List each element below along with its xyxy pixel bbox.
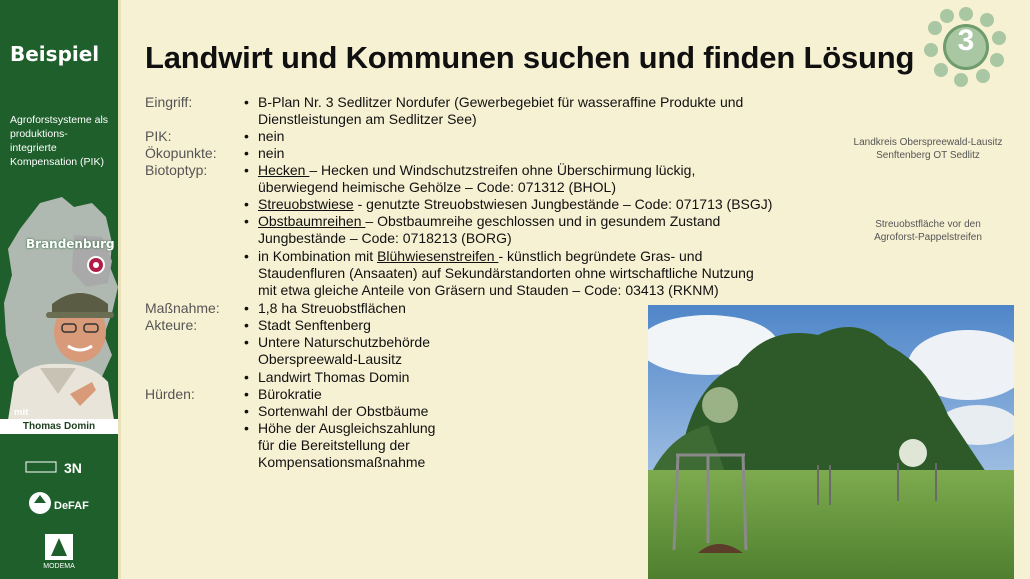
location-caption bbox=[842, 136, 1014, 162]
akteur-2: Untere Naturschutzbehörde bbox=[258, 334, 430, 350]
bullet: • bbox=[244, 334, 249, 350]
eingriff-line-2: Dienstleistungen am Sedlitzer See) bbox=[258, 111, 477, 127]
person-name: Thomas Domin bbox=[0, 419, 118, 434]
eingriff-line-1: B-Plan Nr. 3 Sedlitzer Nordufer (Gewerbegebiet für wasseraffine Produkte und bbox=[258, 94, 744, 110]
page-title: Landwirt und Kommunen suchen und finden Lösung bbox=[145, 40, 915, 75]
label-biotoptyp: Biotoptyp: bbox=[145, 162, 208, 178]
bullet: • bbox=[244, 317, 249, 333]
sidebar-mit: mit bbox=[14, 407, 29, 418]
biotop-obstbaum-line-2: Jungbestände – Code: 0718213 (BORG) bbox=[258, 230, 512, 246]
bullet: • bbox=[244, 369, 249, 385]
svg-text:3N: 3N bbox=[64, 460, 82, 476]
huerde-3: Höhe der Ausgleichszahlung bbox=[258, 420, 436, 436]
huerde-3-line-2: für die Bereitstellung der bbox=[258, 437, 410, 453]
oekopunkte-value: nein bbox=[258, 145, 285, 161]
bullet: • bbox=[244, 94, 249, 110]
biotop-bluehwiese-line-3: mit etwa gleiche Anteile von Gräsern und Stauden – Code: 03413 (RKNM) bbox=[258, 282, 719, 298]
svg-text:DeFAF: DeFAF bbox=[54, 500, 89, 512]
akteur-3: Landwirt Thomas Domin bbox=[258, 369, 410, 385]
bullet: • bbox=[244, 386, 249, 402]
bullet: • bbox=[244, 145, 249, 161]
sidebar-title: Beispiel bbox=[10, 42, 100, 66]
bullet: • bbox=[244, 420, 249, 436]
label-akteure: Akteure: bbox=[145, 317, 198, 333]
streuobst-description: - genutzte Streuobstwiesen Jungbestände – Code: 071713 (BSGJ) bbox=[353, 196, 773, 212]
map-label-brandenburg: Brandenburg bbox=[26, 237, 115, 251]
akteur-1: Stadt Senftenberg bbox=[258, 317, 371, 333]
orchard-photo bbox=[648, 305, 1014, 579]
biotop-obstbaum-line-1 bbox=[258, 213, 720, 230]
bullet: • bbox=[244, 162, 249, 178]
logo-defaf bbox=[20, 489, 98, 522]
bluehwiese-prefix: in Kombination mit bbox=[258, 248, 378, 264]
huerde-3-line-3: Kompensationsmaßnahme bbox=[258, 454, 426, 470]
bullet: • bbox=[244, 248, 249, 264]
biotop-streuobst-line bbox=[258, 196, 772, 213]
svg-text:MODEMA: MODEMA bbox=[43, 563, 75, 570]
label-huerden: Hürden: bbox=[145, 386, 195, 402]
huerde-1: Bürokratie bbox=[258, 386, 322, 402]
label-eingriff: Eingriff: bbox=[145, 94, 193, 110]
step-number: 3 bbox=[957, 24, 975, 57]
biotop-hecken-line-1 bbox=[258, 162, 695, 179]
biotop-bluehwiese-line-1 bbox=[258, 248, 702, 265]
bullet: • bbox=[244, 300, 249, 316]
bullet: • bbox=[244, 128, 249, 144]
label-massnahme: Maßnahme: bbox=[145, 300, 220, 316]
bluehwiese-description: - künstlich begründete Gras- und bbox=[498, 248, 703, 264]
photo-caption-line-2: Agroforst-Pappelstreifen bbox=[874, 232, 982, 243]
logo-modema bbox=[20, 532, 98, 573]
bullet: • bbox=[244, 196, 249, 212]
hecken-description: – Hecken und Windschutzstreifen ohne Überschirmung lückig, bbox=[309, 162, 696, 178]
label-pik: PIK: bbox=[145, 128, 172, 144]
sidebar-divider bbox=[118, 0, 121, 579]
akteur-2-line-2: Oberspreewald-Lausitz bbox=[258, 351, 402, 367]
term-streuobstwiese: Streuobstwiese bbox=[258, 196, 354, 212]
photo-caption-line-1: Streuobstfläche vor den bbox=[875, 219, 981, 230]
label-oekopunkte: Ökopunkte: bbox=[145, 145, 217, 161]
location-caption-line-2: Senftenberg OT Sedlitz bbox=[876, 150, 980, 161]
logo-3n bbox=[20, 456, 98, 481]
term-obstbaumreihen: Obstbaumreihen bbox=[258, 213, 366, 229]
biotop-bluehwiese-line-2: Staudenfluren (Ansaaten) auf Sekundärstandorten ohne wirtschaftliche Nutzung bbox=[258, 265, 754, 281]
sidebar-subtitle: Agroforstsysteme als produktions-integrierte Kompensation (PIK) bbox=[10, 114, 109, 168]
location-caption-line-1: Landkreis Oberspreewald-Lausitz bbox=[853, 137, 1003, 148]
bullet: • bbox=[244, 403, 249, 419]
obstbaum-description: – Obstbaumreihe geschlossen und in gesundem Zustand bbox=[365, 213, 721, 229]
bullet: • bbox=[244, 213, 249, 229]
photo-caption bbox=[842, 218, 1014, 244]
term-hecken: Hecken bbox=[258, 162, 310, 178]
person-photo bbox=[0, 282, 118, 420]
massnahme-value: 1,8 ha Streuobstflächen bbox=[258, 300, 406, 316]
term-bluehwiesenstreifen: Blühwiesenstreifen bbox=[377, 248, 499, 264]
huerde-2: Sortenwahl der Obstbäume bbox=[258, 403, 429, 419]
pik-value: nein bbox=[258, 128, 285, 144]
biotop-hecken-line-2: überwiegend heimische Gehölze – Code: 071312 (BHOL) bbox=[258, 179, 616, 195]
